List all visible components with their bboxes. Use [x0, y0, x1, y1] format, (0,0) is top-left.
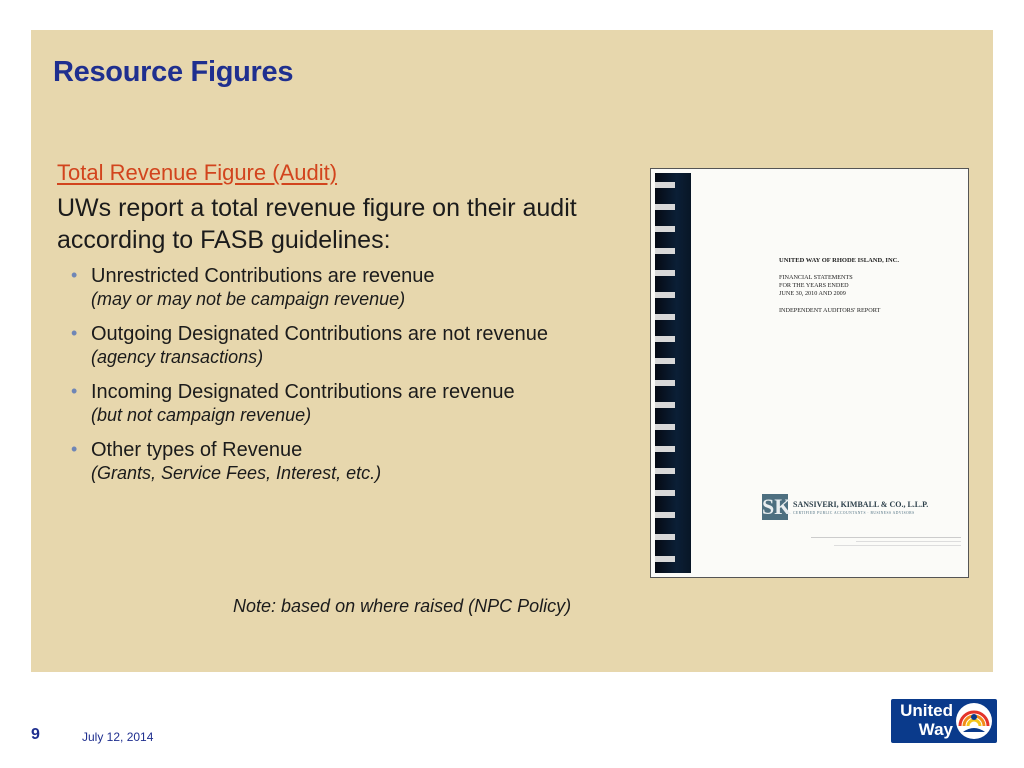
bullet-icon: •: [71, 265, 78, 285]
audit-document-image: [650, 168, 969, 578]
policy-note: Note: based on where raised (NPC Policy): [233, 596, 572, 616]
document-line: FOR THE YEARS ENDED: [779, 282, 849, 289]
logo-text: [895, 701, 953, 739]
firm-subtitle: CERTIFIED PUBLIC ACCOUNTANTS · BUSINESS ADVISORS: [793, 511, 915, 515]
bullet-text: Unrestricted Contributions are revenue: [91, 265, 435, 287]
united-way-logo: [891, 699, 997, 743]
bullet-note: (agency transactions): [91, 347, 264, 367]
logo-line: Way: [918, 720, 953, 739]
bullet-note: (Grants, Service Fees, Interest, etc.): [91, 463, 382, 483]
page-number: 9: [31, 726, 40, 743]
footer-date: July 12, 2014: [82, 730, 154, 744]
logo-line: United: [900, 701, 953, 720]
bullet-text: Outgoing Designated Contributions are not revenue: [91, 323, 548, 345]
list-item: [71, 438, 627, 484]
bullet-text: Incoming Designated Contributions are revenue: [91, 381, 515, 403]
document-line: FINANCIAL STATEMENTS: [779, 274, 853, 281]
document-organization: UNITED WAY OF RHODE ISLAND, INC.: [779, 257, 899, 264]
binding-holes: [655, 173, 675, 573]
lead-paragraph: UWs report a total revenue figure on their audit according to FASB guidelines:: [57, 194, 577, 254]
hand-rainbow-icon: [955, 702, 993, 740]
list-item: [71, 264, 627, 310]
bullet-icon: •: [71, 381, 78, 401]
bullet-icon: •: [71, 323, 78, 343]
bullet-note: (may or may not be campaign revenue): [91, 289, 406, 309]
document-heading: [779, 257, 959, 314]
subheading: Total Revenue Figure (Audit): [57, 160, 338, 185]
document-report: INDEPENDENT AUDITORS' REPORT: [779, 307, 881, 314]
list-item: [71, 380, 627, 426]
slide-body: [57, 160, 627, 496]
firm-name: SANSIVERI, KIMBALL & CO., L.L.P.: [793, 500, 929, 509]
bullet-text: Other types of Revenue: [91, 439, 303, 461]
firm-address-lines: [811, 537, 961, 546]
firm-logo-icon: SK: [762, 494, 792, 519]
firm-letterhead: [762, 494, 962, 524]
bullet-icon: •: [71, 439, 78, 459]
list-item: [71, 322, 627, 368]
bullet-list: [57, 264, 627, 484]
bullet-note: (but not campaign revenue): [91, 405, 312, 425]
slide-title: Resource Figures: [53, 56, 294, 88]
document-line: JUNE 30, 2010 AND 2009: [779, 290, 846, 297]
